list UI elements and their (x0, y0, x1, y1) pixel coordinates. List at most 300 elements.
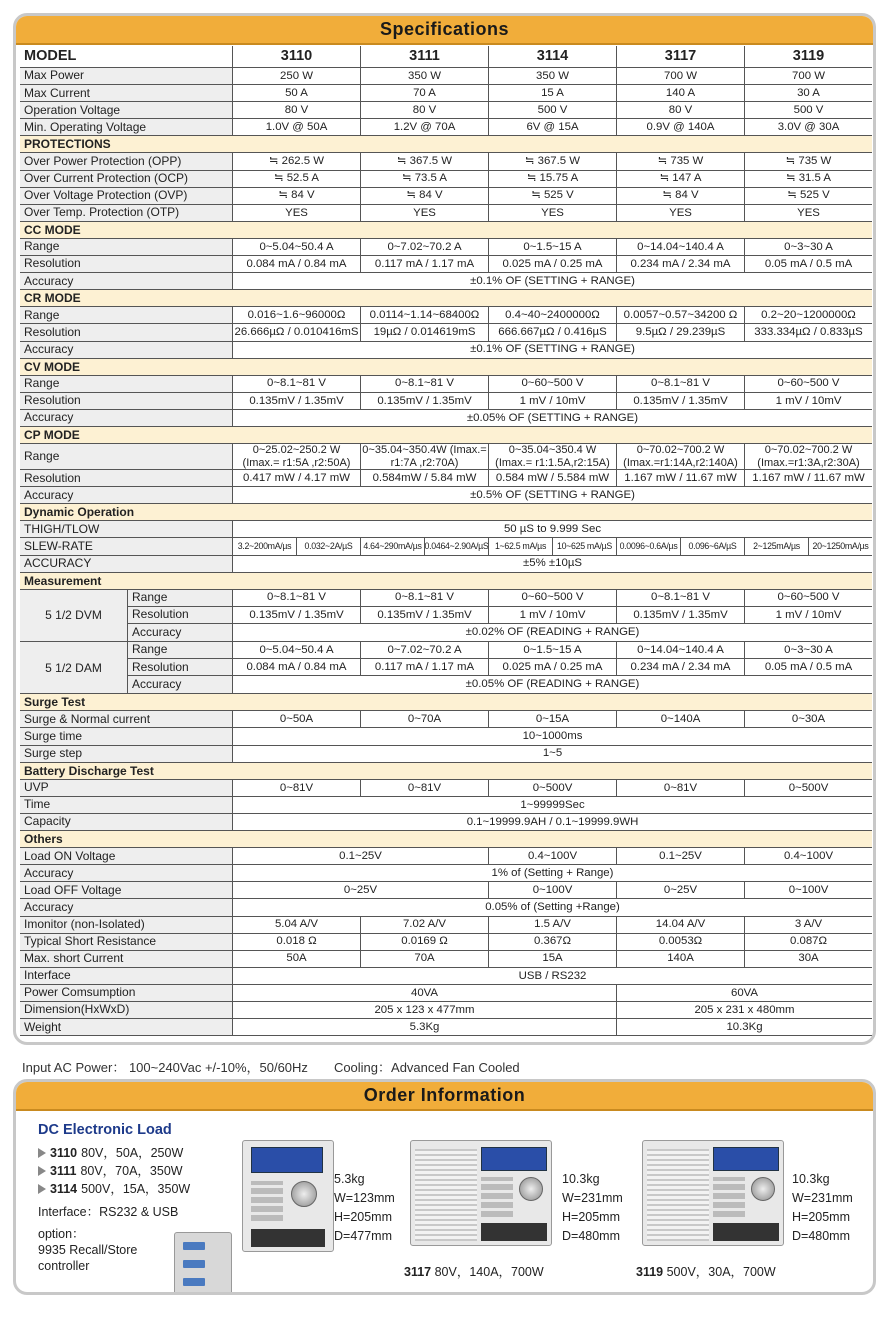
table-cell: 4.64~290mA/µs (360, 538, 424, 554)
table-cell: 1 mV / 10mV (744, 393, 872, 409)
table-row (20, 1019, 872, 1036)
interface-note: Interface：RS232 & USB (38, 1205, 179, 1219)
table-cell: ≒ 525 V (488, 188, 616, 204)
table-cell: ≒ 84 V (616, 188, 744, 204)
unit-height: H=205mm (562, 1210, 621, 1224)
spec-table (20, 46, 872, 1036)
table-cell: 0~15A (488, 711, 616, 727)
row-label: Range (128, 590, 232, 606)
table-cell: 0.025 mA / 0.25 mA (488, 256, 616, 272)
measurement-group (20, 590, 872, 642)
table-row (128, 676, 872, 693)
table-cell: 19µΩ / 0.014619mS (360, 324, 488, 340)
section-heading: Surge Test (20, 694, 872, 711)
table-row (20, 556, 872, 573)
row-label: Over Power Protection (OPP) (20, 153, 232, 169)
table-row (128, 607, 872, 624)
table-cell: 0.087Ω (744, 934, 872, 950)
table-cell: 666.667µΩ / 0.416µS (488, 324, 616, 340)
table-row (20, 814, 872, 831)
table-cell: 70A (360, 951, 488, 967)
table-row (20, 882, 872, 899)
model-label: MODEL (20, 46, 232, 67)
table-cell: 0.9V @ 140A (616, 119, 744, 135)
table-row (20, 848, 872, 865)
row-label: Resolution (20, 324, 232, 340)
row-label: UVP (20, 780, 232, 796)
table-cell: 0.4~40~2400000Ω (488, 307, 616, 323)
table-cell: 80 V (232, 102, 360, 118)
table-cell: ≒ 84 V (360, 188, 488, 204)
table-row (20, 968, 872, 985)
table-row (20, 538, 872, 555)
table-cell: 0.096~6A/µS (680, 538, 744, 554)
row-label: Dimension(HxWxD) (20, 1002, 232, 1018)
unit-width: W=123mm (334, 1191, 395, 1205)
table-row (20, 307, 872, 324)
option-note (38, 1226, 178, 1274)
unit-height: H=205mm (792, 1210, 851, 1224)
table-cell: 15A (488, 951, 616, 967)
row-label: Time (20, 797, 232, 813)
table-cell: 1.0V @ 50A (232, 119, 360, 135)
row-label: Accuracy (20, 342, 232, 358)
display-icon (481, 1147, 547, 1171)
table-cell: ≒ 525 V (744, 188, 872, 204)
table-cell: 0~8.1~81 V (360, 590, 488, 606)
table-cell: 50 µS to 9.999 Sec (232, 521, 872, 537)
row-label: Resolution (20, 393, 232, 409)
table-cell: 0~35.04~350.4 W (Imax.= r1:1.5A,r2:15A) (488, 444, 616, 469)
table-row (20, 393, 872, 410)
table-cell: 0~140A (616, 711, 744, 727)
table-cell: 70 A (360, 85, 488, 101)
unit-width: W=231mm (792, 1191, 853, 1205)
unit-3110-image (242, 1140, 334, 1252)
table-cell: 1.167 mW / 11.67 mW (744, 470, 872, 486)
row-label: Resolution (20, 256, 232, 272)
model-spec: 80V，70A，350W (80, 1164, 183, 1178)
table-cell: ±0.1% OF (SETTING + RANGE) (232, 273, 872, 289)
model-number: 3110 (232, 46, 360, 67)
row-label: Accuracy (20, 487, 232, 503)
table-cell: 0~8.1~81 V (616, 590, 744, 606)
table-cell: 0.584mW / 5.84 mW (360, 470, 488, 486)
table-cell: 0.135mV / 1.35mV (360, 607, 488, 623)
unit-3119-image (642, 1140, 784, 1246)
table-cell: 5.04 A/V (232, 917, 360, 933)
vent-icon (415, 1149, 477, 1241)
footnote (22, 1057, 520, 1076)
row-label: Accuracy (128, 624, 232, 641)
table-cell: 1.167 mW / 11.67 mW (616, 470, 744, 486)
unit-weight: 5.3kg (334, 1172, 365, 1186)
table-cell: 0~35.04~350.4W (Imax.= r1:7A ,r2:70A) (360, 444, 488, 469)
option-product-type: controller (38, 1259, 90, 1273)
table-row (20, 239, 872, 256)
section-heading: PROTECTIONS (20, 136, 872, 153)
table-cell: 6V @ 15A (488, 119, 616, 135)
unit-width: W=231mm (562, 1191, 623, 1205)
table-cell: ≒ 84 V (232, 188, 360, 204)
table-cell: 0~8.1~81 V (616, 376, 744, 392)
unit-depth: D=480mm (562, 1229, 621, 1243)
model-number: 3117 (616, 46, 744, 67)
row-label: Max Current (20, 85, 232, 101)
row-label: Accuracy (128, 676, 232, 693)
table-cell: 0.1~25V (232, 848, 488, 864)
group-label: 5 1/2 DAM (20, 642, 128, 693)
row-label: Max. short Current (20, 951, 232, 967)
table-cell: 0~81V (232, 780, 360, 796)
table-row (128, 642, 872, 659)
table-cell: 205 x 231 x 480mm (616, 1002, 872, 1018)
unit-3119-caption (636, 1262, 776, 1280)
row-label: Typical Short Resistance (20, 934, 232, 950)
table-cell: 140A (616, 951, 744, 967)
table-cell: 2~125mA/µs (744, 538, 808, 554)
table-cell: 0.234 mA / 2.34 mA (616, 256, 744, 272)
table-cell: 0~7.02~70.2 A (360, 239, 488, 255)
row-label: Imonitor (non-Isolated) (20, 917, 232, 933)
table-cell: 0.016~1.6~96000Ω (232, 307, 360, 323)
list-item (38, 1180, 190, 1198)
row-label: Resolution (128, 607, 232, 623)
unit-height: H=205mm (334, 1210, 393, 1224)
table-cell: 0~60~500 V (744, 590, 872, 606)
table-cell: 0.2~20~1200000Ω (744, 307, 872, 323)
order-title: Order Information (16, 1082, 873, 1111)
table-cell: 0.4~100V (744, 848, 872, 864)
table-row (20, 521, 872, 538)
table-cell: 0.135mV / 1.35mV (232, 607, 360, 623)
table-cell: 700 W (616, 68, 744, 84)
controller-image (174, 1232, 232, 1295)
table-cell: 250 W (232, 68, 360, 84)
table-cell: 0~100V (744, 882, 872, 898)
table-cell: ≒ 735 W (616, 153, 744, 169)
unit-3110-specs (334, 1170, 395, 1246)
table-row (20, 470, 872, 487)
table-cell: 0.117 mA / 1.17 mA (360, 256, 488, 272)
table-row (20, 711, 872, 728)
table-cell: 0~81V (360, 780, 488, 796)
table-cell: 205 x 123 x 477mm (232, 1002, 616, 1018)
terminal-icon (251, 1229, 325, 1247)
unit-depth: D=480mm (792, 1229, 851, 1243)
table-cell: 30A (744, 951, 872, 967)
row-label: Over Voltage Protection (OVP) (20, 188, 232, 204)
table-cell: 0~7.02~70.2 A (360, 642, 488, 658)
table-cell: 0~70.02~700.2 W (Imax.=r1:14A,r2:140A) (616, 444, 744, 469)
table-row (20, 171, 872, 188)
table-row (20, 985, 872, 1002)
table-row (20, 797, 872, 814)
unit-3117-image (410, 1140, 552, 1246)
table-row (20, 728, 872, 745)
model-spec: 500V，30A，700W (663, 1265, 776, 1279)
table-cell: 0~81V (616, 780, 744, 796)
table-cell: YES (488, 205, 616, 221)
table-cell: 500 V (744, 102, 872, 118)
table-row (20, 68, 872, 85)
table-cell: 0~70.02~700.2 W (Imax.=r1:3A,r2:30A) (744, 444, 872, 469)
model-spec: 80V，140A，700W (431, 1265, 544, 1279)
group-rows (128, 642, 872, 693)
table-row (20, 256, 872, 273)
row-label: Range (20, 307, 232, 323)
row-label: Accuracy (20, 899, 232, 915)
table-cell: ≒ 367.5 W (488, 153, 616, 169)
table-cell: 500 V (488, 102, 616, 118)
table-cell: 0~500V (488, 780, 616, 796)
unit-weight: 10.3kg (792, 1172, 830, 1186)
table-cell: 0.084 mA / 0.84 mA (232, 256, 360, 272)
table-cell: 0~30A (744, 711, 872, 727)
table-cell: 0.135mV / 1.35mV (616, 393, 744, 409)
table-cell: 0.0114~1.14~68400Ω (360, 307, 488, 323)
model-number: 3119 (744, 46, 872, 67)
table-cell: 14.04 A/V (616, 917, 744, 933)
table-cell: 0.084 mA / 0.84 mA (232, 659, 360, 675)
table-cell: 0~25V (232, 882, 488, 898)
table-cell: 0~3~30 A (744, 239, 872, 255)
knob-icon (751, 1177, 775, 1201)
table-cell: 0.135mV / 1.35mV (232, 393, 360, 409)
table-cell: 0.0169 Ω (360, 934, 488, 950)
table-row (128, 659, 872, 676)
model-number: 3111 (360, 46, 488, 67)
table-row (20, 376, 872, 393)
row-label: Range (20, 444, 232, 469)
model-spec: 80V，50A，250W (81, 1146, 184, 1160)
row-label: Accuracy (20, 865, 232, 881)
row-label: Load OFF Voltage (20, 882, 232, 898)
triangle-bullet-icon (38, 1166, 46, 1176)
table-row (20, 951, 872, 968)
row-label: Resolution (128, 659, 232, 675)
table-row (20, 188, 872, 205)
list-item (38, 1162, 190, 1180)
row-label: Accuracy (20, 273, 232, 289)
table-cell: 0~100V (488, 882, 616, 898)
table-cell: 1~5 (232, 746, 872, 762)
table-cell: 80 V (360, 102, 488, 118)
table-cell: 0.1~25V (616, 848, 744, 864)
row-label: Over Current Protection (OCP) (20, 171, 232, 187)
table-cell: 0~5.04~50.4 A (232, 642, 360, 658)
table-cell: 0~14.04~140.4 A (616, 642, 744, 658)
unit-3119-specs (792, 1170, 853, 1246)
table-row (20, 273, 872, 290)
table-header-row (20, 46, 872, 68)
row-label: Weight (20, 1019, 232, 1035)
table-cell: 0~25.02~250.2 W (Imax.= r1:5A ,r2:50A) (232, 444, 360, 469)
row-label: Power Comsumption (20, 985, 232, 1001)
table-row (20, 746, 872, 763)
table-cell: ±0.02% OF (READING + RANGE) (232, 624, 872, 641)
knob-icon (519, 1177, 543, 1201)
row-label: SLEW-RATE (20, 538, 232, 554)
input-ac-power: Input AC Power： 100~240Vac +/-10%，50/60Hz (22, 1060, 308, 1075)
keypad-icon (481, 1177, 513, 1217)
table-row (20, 324, 872, 341)
table-cell: 10~625 mA/µS (552, 538, 616, 554)
table-cell: ≒ 262.5 W (232, 153, 360, 169)
table-cell: 10~1000ms (232, 728, 872, 744)
table-row (20, 899, 872, 916)
display-icon (713, 1147, 779, 1171)
table-cell: 0.0096~0.6A/µs (616, 538, 680, 554)
unit-depth: D=477mm (334, 1229, 393, 1243)
table-cell: 1 mV / 10mV (744, 607, 872, 623)
table-cell: ±0.5% OF (SETTING + RANGE) (232, 487, 872, 503)
table-cell: 15 A (488, 85, 616, 101)
section-heading: CR MODE (20, 290, 872, 307)
list-item (38, 1144, 190, 1162)
table-cell: 40VA (232, 985, 616, 1001)
row-label: Interface (20, 968, 232, 984)
table-cell: 10.3Kg (616, 1019, 872, 1035)
table-cell: ±5% ±10µS (232, 556, 872, 572)
model-spec: 500V，15A，350W (81, 1182, 191, 1196)
table-row (20, 410, 872, 427)
model-number: 3114 (50, 1182, 78, 1196)
table-cell: 3.2~200mA/µs (232, 538, 296, 554)
table-cell: 0.025 mA / 0.25 mA (488, 659, 616, 675)
triangle-bullet-icon (38, 1184, 46, 1194)
table-row (20, 934, 872, 951)
table-row (20, 487, 872, 504)
table-cell: 0.018 Ω (232, 934, 360, 950)
keypad-icon (713, 1177, 745, 1217)
table-cell: ≒ 735 W (744, 153, 872, 169)
table-row (20, 119, 872, 136)
section-heading: CC MODE (20, 222, 872, 239)
table-cell: 0.0053Ω (616, 934, 744, 950)
table-cell: 1.2V @ 70A (360, 119, 488, 135)
section-heading: Dynamic Operation (20, 504, 872, 521)
table-cell: 0~60~500 V (744, 376, 872, 392)
section-heading: CP MODE (20, 427, 872, 444)
table-cell: 7.02 A/V (360, 917, 488, 933)
row-label: Operation Voltage (20, 102, 232, 118)
table-cell: 1% of (Setting + Range) (232, 865, 872, 881)
table-cell: 0~70A (360, 711, 488, 727)
table-row (20, 153, 872, 170)
terminal-icon (713, 1223, 779, 1241)
terminal-icon (481, 1223, 547, 1241)
row-label: Load ON Voltage (20, 848, 232, 864)
display-icon (251, 1147, 323, 1173)
group-rows (128, 590, 872, 641)
row-label: Min. Operating Voltage (20, 119, 232, 135)
table-cell: 1~62.5 mA/µs (488, 538, 552, 554)
table-cell: 80 V (616, 102, 744, 118)
row-label: Capacity (20, 814, 232, 830)
knob-icon (291, 1181, 317, 1207)
table-cell: YES (232, 205, 360, 221)
table-cell: 1~99999Sec (232, 797, 872, 813)
table-cell: 3 A/V (744, 917, 872, 933)
table-cell: 60VA (616, 985, 872, 1001)
row-label: Max Power (20, 68, 232, 84)
option-product: 9935 Recall/Store (38, 1243, 138, 1257)
table-row (20, 205, 872, 222)
section-heading: Measurement (20, 573, 872, 590)
table-cell: 0~1.5~15 A (488, 642, 616, 658)
dc-electronic-load-heading: DC Electronic Load (38, 1122, 172, 1138)
table-cell: 50 A (232, 85, 360, 101)
row-label: Accuracy (20, 410, 232, 426)
row-label: Surge & Normal current (20, 711, 232, 727)
table-cell: 0.4~100V (488, 848, 616, 864)
unit-3117-caption (404, 1262, 544, 1280)
table-cell: 30 A (744, 85, 872, 101)
unit-3117-specs (562, 1170, 623, 1246)
table-cell: 140 A (616, 85, 744, 101)
row-label: Range (20, 376, 232, 392)
table-cell: 0.367Ω (488, 934, 616, 950)
table-cell: 1.5 A/V (488, 917, 616, 933)
table-cell: 3.0V @ 30A (744, 119, 872, 135)
table-cell: USB / RS232 (232, 968, 872, 984)
table-cell: 0.05% of (Setting +Range) (232, 899, 872, 915)
measurement-group (20, 642, 872, 694)
table-cell: ≒ 73.5 A (360, 171, 488, 187)
model-number: 3119 (636, 1265, 664, 1279)
table-row (20, 865, 872, 882)
table-cell: ±0.05% OF (SETTING + RANGE) (232, 410, 872, 426)
table-cell: 700 W (744, 68, 872, 84)
table-cell: 5.3Kg (232, 1019, 616, 1035)
row-label: Surge step (20, 746, 232, 762)
model-number: 3111 (50, 1164, 77, 1178)
table-cell: 50A (232, 951, 360, 967)
order-information-panel (13, 1079, 876, 1295)
table-cell: 0~5.04~50.4 A (232, 239, 360, 255)
table-cell: 0.234 mA / 2.34 mA (616, 659, 744, 675)
specifications-panel (13, 13, 876, 1045)
row-label: Surge time (20, 728, 232, 744)
table-cell: ≒ 31.5 A (744, 171, 872, 187)
table-cell: 0.032~2A/µS (296, 538, 360, 554)
cooling: Cooling：Advanced Fan Cooled (333, 1060, 520, 1075)
table-row (20, 1002, 872, 1019)
table-cell: 0~50A (232, 711, 360, 727)
table-cell: 0.584 mW / 5.584 mW (488, 470, 616, 486)
unit-weight: 10.3kg (562, 1172, 600, 1186)
table-cell: 350 W (488, 68, 616, 84)
model-list (38, 1144, 190, 1198)
table-cell: ≒ 367.5 W (360, 153, 488, 169)
row-label: THIGH/TLOW (20, 521, 232, 537)
table-cell: 333.334µΩ / 0.833µS (744, 324, 872, 340)
section-heading: Others (20, 831, 872, 848)
table-cell: ≒ 147 A (616, 171, 744, 187)
table-row (20, 342, 872, 359)
table-row (20, 444, 872, 470)
table-cell: ≒ 15.75 A (488, 171, 616, 187)
table-cell: 0.0464~2.90A/µS (424, 538, 488, 554)
row-label: Range (128, 642, 232, 658)
model-number: 3110 (50, 1146, 78, 1160)
table-cell: 0~25V (616, 882, 744, 898)
table-cell: YES (360, 205, 488, 221)
row-label: Range (20, 239, 232, 255)
table-row (128, 590, 872, 607)
table-cell: ±0.05% OF (READING + RANGE) (232, 676, 872, 693)
